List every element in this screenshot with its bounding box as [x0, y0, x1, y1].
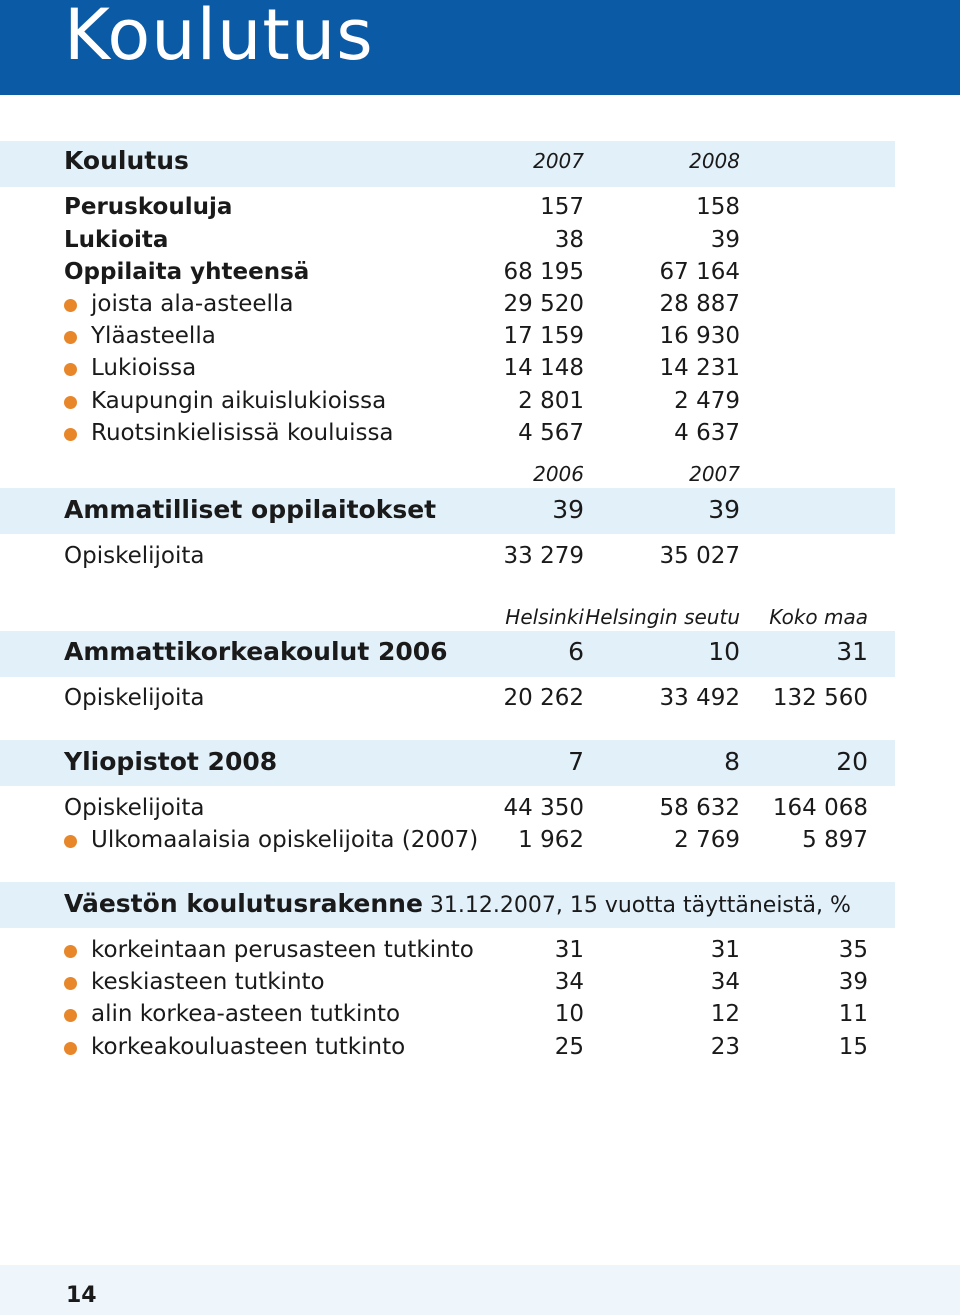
row-label: Opiskelijoita	[64, 795, 205, 821]
value-cell: 20 262	[503, 685, 584, 711]
row-label: Opiskelijoita	[64, 543, 205, 569]
table-row	[0, 352, 960, 384]
bullet-icon	[64, 945, 77, 958]
value-cell: 29 520	[503, 291, 584, 317]
value-cell: 1 962	[518, 827, 584, 853]
value-cell: 14 148	[503, 355, 584, 381]
page-banner	[0, 0, 960, 95]
table-row	[0, 540, 960, 572]
value-cell: 4 567	[518, 420, 584, 446]
amk-header-row	[0, 636, 960, 668]
value-cell: 2 801	[518, 388, 584, 414]
value-cell: 68 195	[503, 259, 584, 285]
table-row	[0, 385, 960, 417]
bullet-icon	[64, 428, 77, 441]
row-label: alin korkea-asteen tutkinto	[91, 1001, 401, 1027]
value-cell: 44 350	[503, 795, 584, 821]
value-cell: 17 159	[503, 323, 584, 349]
value-cell: 31	[554, 937, 584, 963]
table-row	[0, 824, 960, 856]
table-row	[0, 417, 960, 449]
value-cell: 28 887	[659, 291, 740, 317]
amk-title: Ammattikorkeakoulut 2006	[64, 637, 448, 666]
page-title: Koulutus	[64, 0, 374, 76]
row-label: Kaupungin aikuislukioissa	[91, 388, 387, 414]
bullet-icon	[64, 977, 77, 990]
table-row	[0, 998, 960, 1030]
row-label: Opiskelijoita	[64, 685, 205, 711]
value-cell: 20	[836, 747, 868, 776]
value-cell: 31	[710, 937, 740, 963]
ammatilliset-header-row	[0, 494, 960, 526]
value-cell: 158	[696, 194, 740, 220]
value-cell: 39	[838, 969, 868, 995]
bullet-icon	[64, 835, 77, 848]
year-2007: 2007	[533, 149, 584, 173]
value-cell: 33 492	[659, 685, 740, 711]
yliopistot-title: Yliopistot 2008	[64, 747, 278, 776]
value-cell: 15	[838, 1034, 868, 1060]
value-cell: 12	[710, 1001, 740, 1027]
value-cell: 10	[554, 1001, 584, 1027]
year-2007: 2007	[689, 462, 740, 486]
page-footer	[0, 1265, 960, 1315]
table-row	[0, 320, 960, 352]
value-cell: 35 027	[659, 543, 740, 569]
bullet-icon	[64, 1042, 77, 1055]
row-label: joista ala-asteella	[91, 291, 294, 317]
row-label: Ruotsinkielisissä kouluissa	[91, 420, 394, 446]
value-cell: 25	[554, 1034, 584, 1060]
value-cell: 2 769	[674, 827, 740, 853]
value-cell: 34	[710, 969, 740, 995]
value-cell: 4 637	[674, 420, 740, 446]
table-row	[0, 1031, 960, 1063]
yliopistot-header-row	[0, 746, 960, 778]
ammatilliset-years-row	[0, 458, 960, 490]
bullet-icon	[64, 396, 77, 409]
table-row	[0, 256, 960, 288]
table-row	[0, 966, 960, 998]
vaesto-header-row	[0, 888, 960, 920]
value-cell: 23	[710, 1034, 740, 1060]
vaesto-title-rest: 31.12.2007, 15 vuotta täyttäneistä, %	[422, 893, 851, 918]
value-cell: 11	[838, 1001, 868, 1027]
row-label: Ulkomaalaisia opiskelijoita (2007)	[91, 827, 479, 853]
year-2006: 2006	[533, 462, 584, 486]
region-helsinki: Helsinki	[505, 605, 584, 629]
bullet-icon	[64, 363, 77, 376]
bullet-icon	[64, 331, 77, 344]
table-row	[0, 682, 960, 714]
vaesto-title-bold: Väestön koulutusrakenne	[64, 889, 423, 918]
value-cell: 7	[568, 747, 584, 776]
value-cell: 157	[540, 194, 584, 220]
value-cell: 39	[552, 495, 584, 524]
value-cell: 67 164	[659, 259, 740, 285]
vaesto-title	[64, 888, 851, 922]
table-row	[0, 288, 960, 320]
value-cell: 58 632	[659, 795, 740, 821]
row-label: Oppilaita yhteensä	[64, 259, 310, 285]
table-row	[0, 934, 960, 966]
value-cell: 33 279	[503, 543, 584, 569]
table-row	[0, 792, 960, 824]
row-label: Peruskouluja	[64, 194, 233, 220]
value-cell: 34	[554, 969, 584, 995]
row-label: korkeintaan perusasteen tutkinto	[91, 937, 474, 963]
koulutus-title: Koulutus	[64, 146, 189, 175]
value-cell: 10	[708, 637, 740, 666]
region-helsingin-seutu: Helsingin seutu	[585, 605, 740, 629]
value-cell: 38	[554, 227, 584, 253]
value-cell: 2 479	[674, 388, 740, 414]
value-cell: 5 897	[802, 827, 868, 853]
ammatilliset-title: Ammatilliset oppilaitokset	[64, 495, 437, 524]
row-label: keskiasteen tutkinto	[91, 969, 325, 995]
row-label: korkeakouluasteen tutkinto	[91, 1034, 406, 1060]
row-label: Lukioita	[64, 227, 169, 253]
row-label: Lukioissa	[91, 355, 197, 381]
row-label: Yläasteella	[91, 323, 216, 349]
region-koko-maa: Koko maa	[769, 605, 868, 629]
year-2008: 2008	[689, 149, 740, 173]
table-row	[0, 224, 960, 256]
value-cell: 6	[568, 637, 584, 666]
bullet-icon	[64, 299, 77, 312]
value-cell: 35	[838, 937, 868, 963]
value-cell: 31	[836, 637, 868, 666]
table-row	[0, 191, 960, 223]
value-cell: 39	[708, 495, 740, 524]
value-cell: 132 560	[772, 685, 868, 711]
value-cell: 14 231	[659, 355, 740, 381]
value-cell: 8	[724, 747, 740, 776]
regions-header-row	[0, 601, 960, 633]
value-cell: 16 930	[659, 323, 740, 349]
koulutus-header-row	[0, 145, 960, 177]
value-cell: 39	[710, 227, 740, 253]
bullet-icon	[64, 1009, 77, 1022]
page-number: 14	[66, 1283, 97, 1308]
value-cell: 164 068	[772, 795, 868, 821]
